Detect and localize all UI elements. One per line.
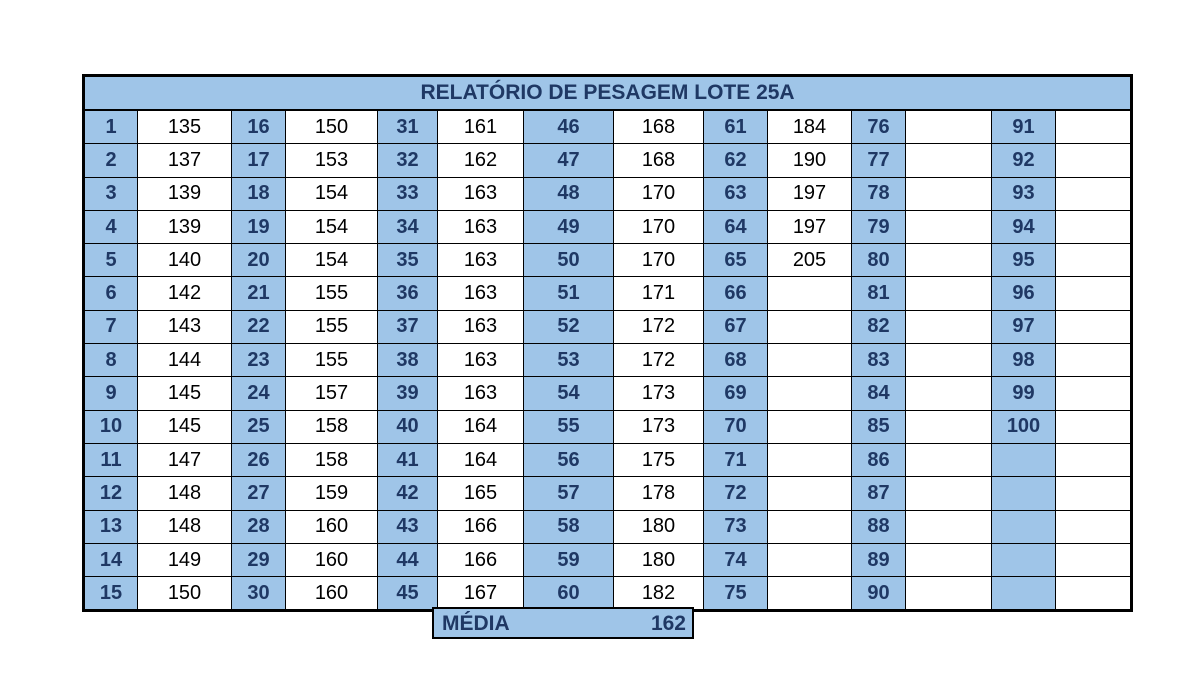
lot-id-cell: 77	[852, 144, 906, 177]
lot-id-cell: 61	[704, 110, 768, 144]
lot-id-cell: 42	[378, 477, 438, 510]
lot-id-cell: 50	[524, 244, 614, 277]
lot-id-cell: 56	[524, 443, 614, 476]
table-row	[84, 410, 1132, 443]
lot-id-cell: 92	[992, 144, 1056, 177]
lot-id-cell: 76	[852, 110, 906, 144]
table-row	[84, 277, 1132, 310]
weight-value-cell: 162	[438, 144, 524, 177]
weight-value-cell: 150	[286, 110, 378, 144]
lot-id-cell: 62	[704, 144, 768, 177]
weight-value-cell	[1056, 210, 1132, 243]
weight-value-cell	[1056, 477, 1132, 510]
weight-value-cell: 160	[286, 543, 378, 576]
lot-id-cell: 30	[232, 577, 286, 611]
weight-value-cell: 166	[438, 543, 524, 576]
lot-id-cell: 60	[524, 577, 614, 611]
lot-id-cell: 57	[524, 477, 614, 510]
lot-id-cell: 85	[852, 410, 906, 443]
weight-value-cell: 148	[138, 510, 232, 543]
weight-value-cell: 197	[768, 210, 852, 243]
lot-id-cell: 2	[84, 144, 138, 177]
lot-id-cell: 37	[378, 310, 438, 343]
weight-value-cell	[906, 344, 992, 377]
weight-value-cell: 144	[138, 344, 232, 377]
weight-value-cell	[768, 577, 852, 611]
lot-id-cell: 100	[992, 410, 1056, 443]
lot-id-cell: 91	[992, 110, 1056, 144]
weight-value-cell: 154	[286, 177, 378, 210]
lot-id-cell: 35	[378, 244, 438, 277]
weight-value-cell	[768, 310, 852, 343]
lot-id-cell: 51	[524, 277, 614, 310]
weight-value-cell	[768, 543, 852, 576]
weight-value-cell: 197	[768, 177, 852, 210]
lot-id-cell: 6	[84, 277, 138, 310]
weight-value-cell: 153	[286, 144, 378, 177]
table-row	[84, 577, 1132, 611]
weight-value-cell: 157	[286, 377, 378, 410]
weight-value-cell: 155	[286, 277, 378, 310]
lot-id-cell: 75	[704, 577, 768, 611]
weight-value-cell: 205	[768, 244, 852, 277]
weight-value-cell	[906, 577, 992, 611]
weight-value-cell	[768, 277, 852, 310]
lot-id-cell: 21	[232, 277, 286, 310]
weight-value-cell: 178	[614, 477, 704, 510]
lot-id-cell: 10	[84, 410, 138, 443]
weight-value-cell: 139	[138, 177, 232, 210]
weight-value-cell: 171	[614, 277, 704, 310]
weight-value-cell	[1056, 410, 1132, 443]
weight-value-cell	[906, 244, 992, 277]
report-title: RELATÓRIO DE PESAGEM LOTE 25A	[84, 76, 1132, 111]
lot-id-cell: 64	[704, 210, 768, 243]
weight-value-cell	[906, 410, 992, 443]
table-row	[84, 377, 1132, 410]
weight-value-cell: 168	[614, 144, 704, 177]
lot-id-cell: 22	[232, 310, 286, 343]
lot-id-cell: 33	[378, 177, 438, 210]
lot-id-cell: 72	[704, 477, 768, 510]
lot-id-cell: 27	[232, 477, 286, 510]
lot-id-cell: 86	[852, 443, 906, 476]
average-summary	[432, 607, 694, 639]
weight-value-cell: 149	[138, 543, 232, 576]
lot-id-cell: 54	[524, 377, 614, 410]
weight-value-cell: 164	[438, 443, 524, 476]
table-row	[84, 477, 1132, 510]
weight-value-cell: 175	[614, 443, 704, 476]
lot-id-cell: 41	[378, 443, 438, 476]
lot-id-cell: 3	[84, 177, 138, 210]
weight-value-cell: 170	[614, 210, 704, 243]
weight-value-cell: 172	[614, 310, 704, 343]
lot-id-cell: 78	[852, 177, 906, 210]
lot-id-cell: 18	[232, 177, 286, 210]
lot-id-cell: 66	[704, 277, 768, 310]
lot-id-cell: 45	[378, 577, 438, 611]
weight-value-cell	[1056, 177, 1132, 210]
weight-value-cell: 163	[438, 177, 524, 210]
table-row	[84, 510, 1132, 543]
weight-value-cell	[906, 477, 992, 510]
lot-id-cell: 97	[992, 310, 1056, 343]
lot-id-cell	[992, 477, 1056, 510]
weight-value-cell	[1056, 277, 1132, 310]
lot-id-cell: 59	[524, 543, 614, 576]
table-row	[84, 110, 1132, 144]
lot-id-cell: 73	[704, 510, 768, 543]
lot-id-cell: 63	[704, 177, 768, 210]
weight-value-cell: 172	[614, 344, 704, 377]
lot-id-cell: 13	[84, 510, 138, 543]
lot-id-cell: 11	[84, 443, 138, 476]
lot-id-cell: 95	[992, 244, 1056, 277]
lot-id-cell: 48	[524, 177, 614, 210]
weight-value-cell	[1056, 577, 1132, 611]
weight-value-cell: 135	[138, 110, 232, 144]
weight-value-cell	[768, 377, 852, 410]
weight-value-cell	[906, 543, 992, 576]
weight-value-cell: 163	[438, 377, 524, 410]
weight-value-cell: 182	[614, 577, 704, 611]
weight-value-cell	[768, 443, 852, 476]
weight-value-cell: 184	[768, 110, 852, 144]
weight-value-cell	[768, 477, 852, 510]
weight-value-cell: 148	[138, 477, 232, 510]
weight-value-cell	[1056, 443, 1132, 476]
lot-id-cell: 98	[992, 344, 1056, 377]
lot-id-cell	[992, 577, 1056, 611]
weight-value-cell	[768, 510, 852, 543]
lot-id-cell: 70	[704, 410, 768, 443]
lot-id-cell: 8	[84, 344, 138, 377]
weight-value-cell	[1056, 144, 1132, 177]
weight-value-cell: 160	[286, 510, 378, 543]
lot-id-cell: 12	[84, 477, 138, 510]
weight-value-cell	[1056, 244, 1132, 277]
weight-value-cell: 158	[286, 443, 378, 476]
lot-id-cell: 36	[378, 277, 438, 310]
lot-id-cell: 23	[232, 344, 286, 377]
weight-value-cell	[906, 177, 992, 210]
table-row	[84, 210, 1132, 243]
weight-value-cell: 158	[286, 410, 378, 443]
weight-value-cell: 166	[438, 510, 524, 543]
weight-value-cell: 163	[438, 277, 524, 310]
weight-value-cell	[906, 310, 992, 343]
weight-value-cell: 160	[286, 577, 378, 611]
average-label: MÉDIA	[442, 612, 510, 635]
lot-id-cell: 93	[992, 177, 1056, 210]
weight-value-cell	[1056, 310, 1132, 343]
weight-value-cell: 154	[286, 244, 378, 277]
weight-value-cell: 163	[438, 244, 524, 277]
lot-id-cell: 28	[232, 510, 286, 543]
lot-id-cell: 74	[704, 543, 768, 576]
table-row	[84, 144, 1132, 177]
lot-id-cell: 90	[852, 577, 906, 611]
lot-id-cell: 68	[704, 344, 768, 377]
lot-id-cell: 43	[378, 510, 438, 543]
lot-id-cell: 71	[704, 443, 768, 476]
weight-value-cell	[906, 144, 992, 177]
weight-value-cell: 155	[286, 310, 378, 343]
weight-value-cell: 163	[438, 210, 524, 243]
weight-value-cell: 147	[138, 443, 232, 476]
weight-value-cell	[906, 110, 992, 144]
lot-id-cell: 99	[992, 377, 1056, 410]
weight-value-cell	[906, 443, 992, 476]
weight-value-cell: 163	[438, 344, 524, 377]
average-value: 162	[650, 612, 686, 635]
lot-id-cell: 7	[84, 310, 138, 343]
lot-id-cell: 17	[232, 144, 286, 177]
weight-value-cell: 150	[138, 577, 232, 611]
weight-value-cell	[768, 344, 852, 377]
lot-id-cell: 39	[378, 377, 438, 410]
lot-id-cell: 58	[524, 510, 614, 543]
lot-id-cell: 46	[524, 110, 614, 144]
table-row	[84, 177, 1132, 210]
lot-id-cell: 94	[992, 210, 1056, 243]
weight-value-cell: 155	[286, 344, 378, 377]
lot-id-cell: 34	[378, 210, 438, 243]
weight-value-cell: 142	[138, 277, 232, 310]
lot-id-cell: 19	[232, 210, 286, 243]
weight-value-cell: 180	[614, 543, 704, 576]
lot-id-cell: 24	[232, 377, 286, 410]
weight-value-cell: 167	[438, 577, 524, 611]
weight-value-cell: 180	[614, 510, 704, 543]
weight-value-cell: 143	[138, 310, 232, 343]
lot-id-cell: 84	[852, 377, 906, 410]
weight-value-cell	[1056, 543, 1132, 576]
lot-id-cell: 65	[704, 244, 768, 277]
lot-id-cell: 38	[378, 344, 438, 377]
weight-value-cell: 139	[138, 210, 232, 243]
lot-id-cell: 82	[852, 310, 906, 343]
lot-id-cell: 52	[524, 310, 614, 343]
lot-id-cell: 83	[852, 344, 906, 377]
weight-value-cell: 163	[438, 310, 524, 343]
weight-value-cell: 164	[438, 410, 524, 443]
weight-value-cell: 145	[138, 410, 232, 443]
weight-value-cell	[768, 410, 852, 443]
lot-id-cell: 79	[852, 210, 906, 243]
lot-id-cell: 44	[378, 543, 438, 576]
weighing-report-table	[82, 74, 1133, 612]
weight-value-cell: 140	[138, 244, 232, 277]
lot-id-cell: 67	[704, 310, 768, 343]
lot-id-cell: 4	[84, 210, 138, 243]
lot-id-cell: 69	[704, 377, 768, 410]
weight-value-cell	[1056, 377, 1132, 410]
weight-value-cell: 145	[138, 377, 232, 410]
lot-id-cell: 47	[524, 144, 614, 177]
weight-value-cell: 173	[614, 410, 704, 443]
lot-id-cell	[992, 510, 1056, 543]
lot-id-cell: 40	[378, 410, 438, 443]
weight-value-cell: 154	[286, 210, 378, 243]
lot-id-cell: 32	[378, 144, 438, 177]
weight-value-cell: 168	[614, 110, 704, 144]
table-row	[84, 244, 1132, 277]
table-row	[84, 344, 1132, 377]
lot-id-cell: 5	[84, 244, 138, 277]
table-row	[84, 543, 1132, 576]
lot-id-cell: 87	[852, 477, 906, 510]
lot-id-cell: 14	[84, 543, 138, 576]
table-row	[84, 443, 1132, 476]
lot-id-cell: 25	[232, 410, 286, 443]
lot-id-cell: 55	[524, 410, 614, 443]
weight-value-cell: 159	[286, 477, 378, 510]
weight-value-cell: 137	[138, 144, 232, 177]
weight-value-cell	[906, 210, 992, 243]
lot-id-cell: 1	[84, 110, 138, 144]
lot-id-cell: 15	[84, 577, 138, 611]
lot-id-cell: 31	[378, 110, 438, 144]
lot-id-cell: 49	[524, 210, 614, 243]
lot-id-cell: 89	[852, 543, 906, 576]
table-row	[84, 310, 1132, 343]
lot-id-cell: 81	[852, 277, 906, 310]
weight-value-cell	[1056, 110, 1132, 144]
lot-id-cell: 16	[232, 110, 286, 144]
lot-id-cell: 29	[232, 543, 286, 576]
lot-id-cell	[992, 543, 1056, 576]
lot-id-cell: 9	[84, 377, 138, 410]
lot-id-cell	[992, 443, 1056, 476]
weight-value-cell: 190	[768, 144, 852, 177]
lot-id-cell: 26	[232, 443, 286, 476]
weight-value-cell	[906, 277, 992, 310]
lot-id-cell: 88	[852, 510, 906, 543]
weight-value-cell: 165	[438, 477, 524, 510]
lot-id-cell: 80	[852, 244, 906, 277]
lot-id-cell: 96	[992, 277, 1056, 310]
weight-value-cell: 161	[438, 110, 524, 144]
weight-value-cell	[1056, 344, 1132, 377]
lot-id-cell: 20	[232, 244, 286, 277]
weight-value-cell: 173	[614, 377, 704, 410]
weight-value-cell	[906, 510, 992, 543]
weight-value-cell	[1056, 510, 1132, 543]
weight-value-cell: 170	[614, 244, 704, 277]
weight-value-cell	[906, 377, 992, 410]
lot-id-cell: 53	[524, 344, 614, 377]
weight-value-cell: 170	[614, 177, 704, 210]
